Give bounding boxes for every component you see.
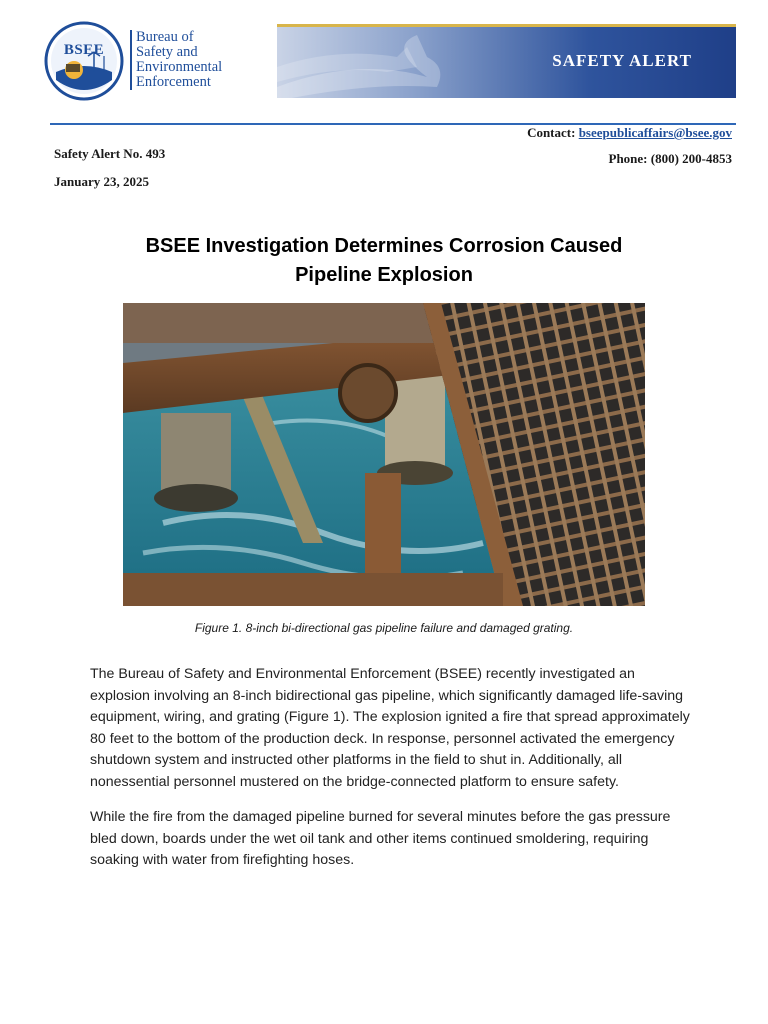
alert-date: January 23, 2025 [54,174,149,189]
alert-number: Safety Alert No. 493 [54,146,166,161]
agency-name [130,30,256,90]
agency-name-line: Safety and [136,44,198,60]
pipeline-photo-illustration [123,303,645,606]
contact-line [527,125,732,141]
body-paragraph: The Bureau of Safety and Environmental Enforcement (BSEE) recently investigated an explosion involving an 8-inch bidirectional gas pipeline, which significantly damaged life-saving equipment, wiring, and grating (Figure 1). The explosion ignited a fire that spread approximately 80 feet to the bottom of the production deck. In response, personnel activated the emergency shutdown system and instructed other platforms in the field to shut in. Additionally, all nonessential personnel mustered on the bridge-connected platform to ensure safety. [90,666,690,790]
page-title [60,232,708,290]
phone-number: Phone: (800) 200-4853 [608,151,732,166]
figure-photo-pipeline-damage [123,303,645,606]
safety-alert-banner [277,24,736,98]
agency-name-line: Enforcement [136,74,211,90]
contact-email-link[interactable]: bseepublicaffairs@bsee.gov [578,125,732,140]
alert-body [90,664,690,886]
agency-name-line: Bureau of [136,29,194,45]
agency-name-line: Environmental [136,59,223,75]
figure-caption: Figure 1. 8-inch bi-directional gas pipeline failure and damaged grating. [194,621,574,635]
contact-info [527,125,732,177]
bsee-seal-icon [44,20,124,102]
title-line: BSEE Investigation Determines Corrosion Caused [145,235,623,257]
logo-abbrev: BSEE [63,42,105,58]
alert-meta [54,146,165,202]
contact-label: Contact: [527,125,576,140]
banner-label: SAFETY ALERT [552,51,692,70]
body-paragraph: While the fire from the damaged pipeline burned for several minutes before the gas pressure bled down, boards under the wet oil tank and other items continued smoldering, requiring soaking with water from firefighting hoses. [90,809,671,868]
title-line: Pipeline Explosion [295,264,473,286]
bsee-logo [44,20,244,104]
